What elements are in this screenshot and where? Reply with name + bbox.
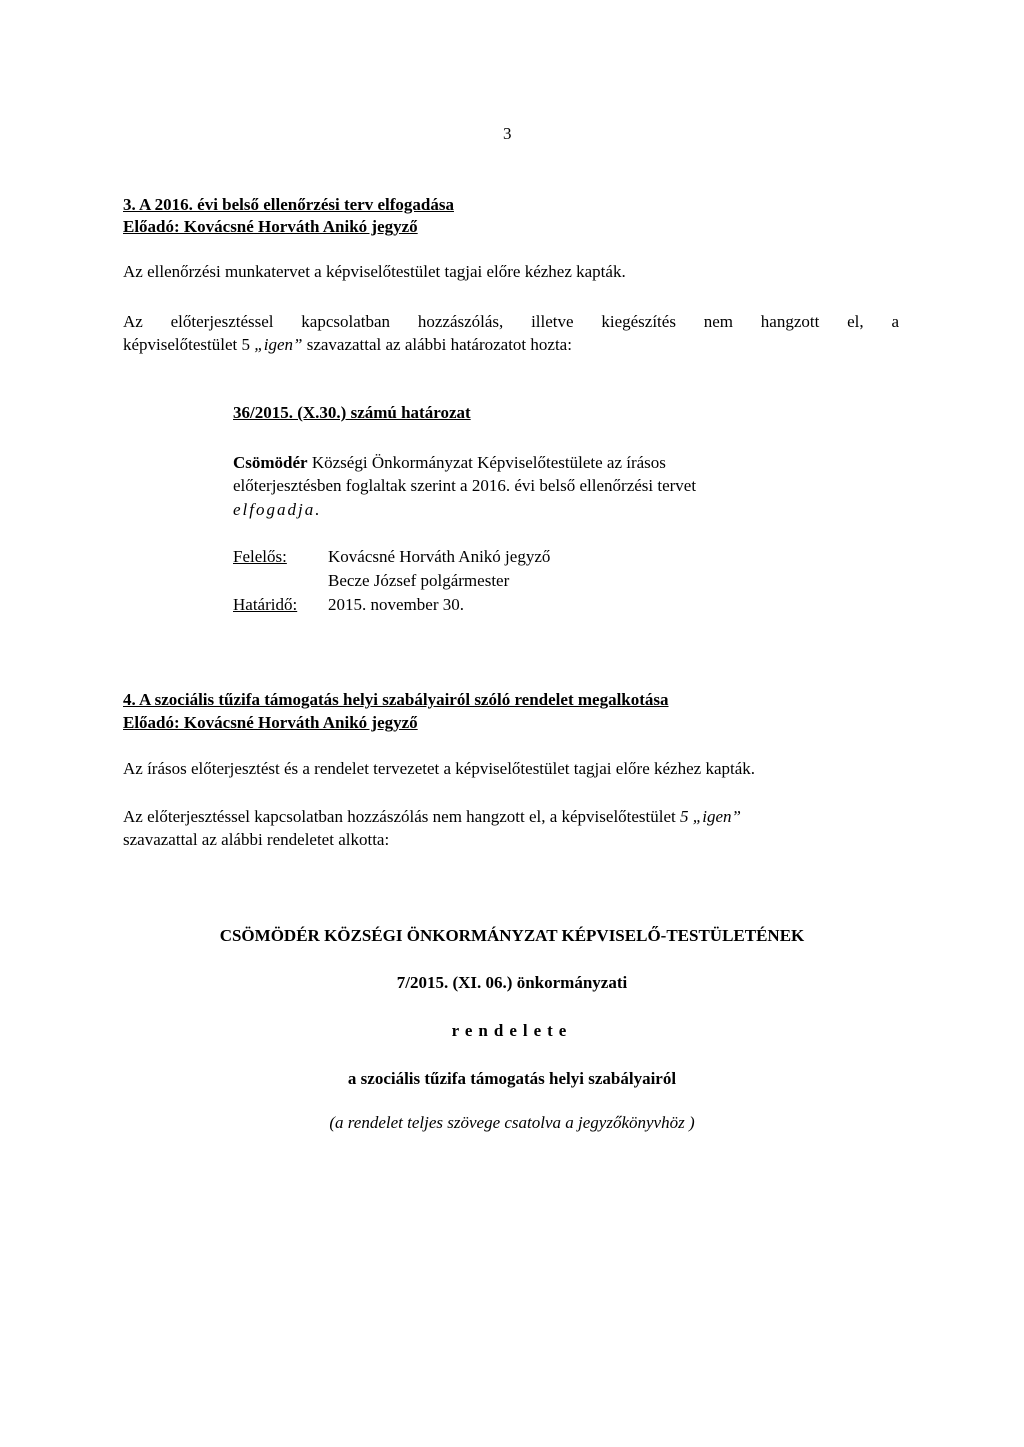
item3-para2-text-b: szavazattal az alábbi határozatot hozta: bbox=[302, 335, 572, 354]
resolution-municipality: Csömödér bbox=[233, 453, 308, 472]
item4-presenter: Előadó: Kovácsné Horváth Anikó jegyző bbox=[123, 713, 418, 732]
resolution-body-line-2: előterjesztésben foglaltak szerint a 2016. évi belső ellenőrzési tervet bbox=[233, 476, 697, 495]
resolution-title: 36/2015. (X.30.) számú határozat bbox=[233, 403, 471, 422]
responsible-label: Felelős: bbox=[233, 547, 287, 566]
decree-authority: CSÖMÖDÉR KÖZSÉGI ÖNKORMÁNYZAT KÉPVISELŐ-TESTÜLETÉNEK bbox=[219, 926, 805, 945]
resolution-body-line-1-rest: Községi Önkormányzat Képviselőtestülete az írásos bbox=[307, 453, 666, 472]
item3-paragraph-2-line-1: Az előterjesztéssel kapcsolatban hozzászólás, illetve kiegészítés nem hangzott el, a bbox=[123, 312, 899, 331]
item4-para2-text-a: Az előterjesztéssel kapcsolatban hozzászólás nem hangzott el, a képviselőtestület bbox=[123, 807, 681, 826]
resolution-body-line-1 bbox=[233, 453, 666, 473]
responsible-person-1: Kovácsné Horváth Anikó jegyző bbox=[328, 547, 551, 566]
decree-attachment-note: (a rendelet teljes szövege csatolva a jegyzőkönyvhöz ) bbox=[329, 1113, 695, 1132]
decree-number: 7/2015. (XI. 06.) önkormányzati bbox=[396, 973, 628, 992]
item4-heading: 4. A szociális tűzifa támogatás helyi szabályairól szóló rendelet megalkotása bbox=[123, 690, 669, 709]
item3-para2-text-a: képviselőtestület 5 bbox=[123, 335, 255, 354]
responsible-person-2: Becze József polgármester bbox=[328, 571, 510, 590]
decree-subject: a szociális tűzifa támogatás helyi szabályairól bbox=[347, 1069, 677, 1088]
item4-paragraph-2-line-2: szavazattal az alábbi rendeletet alkotta: bbox=[123, 830, 390, 849]
deadline-label: Határidő: bbox=[233, 595, 298, 614]
deadline-value: 2015. november 30. bbox=[328, 595, 464, 614]
item3-vote-count: „igen” bbox=[254, 335, 303, 354]
item4-paragraph-1: Az írásos előterjesztést és a rendelet tervezetet a képviselőtestület tagjai előre kézhez kapták. bbox=[123, 759, 756, 778]
item3-paragraph-1: Az ellenőrzési munkatervet a képviselőtestület tagjai előre kézhez kapták. bbox=[123, 262, 626, 281]
decree-word: rendelete bbox=[451, 1021, 573, 1040]
item3-presenter: Előadó: Kovácsné Horváth Anikó jegyző bbox=[123, 217, 418, 236]
item3-heading: 3. A 2016. évi belső ellenőrzési terv elfogadása bbox=[123, 195, 454, 214]
item4-vote-count: 5 „igen” bbox=[680, 807, 741, 826]
resolution-decision-word: elfogadja. bbox=[233, 500, 322, 519]
item4-paragraph-2-line-1 bbox=[123, 807, 741, 827]
item3-paragraph-2-line-2 bbox=[123, 335, 572, 355]
page-number: 3 bbox=[503, 124, 512, 143]
